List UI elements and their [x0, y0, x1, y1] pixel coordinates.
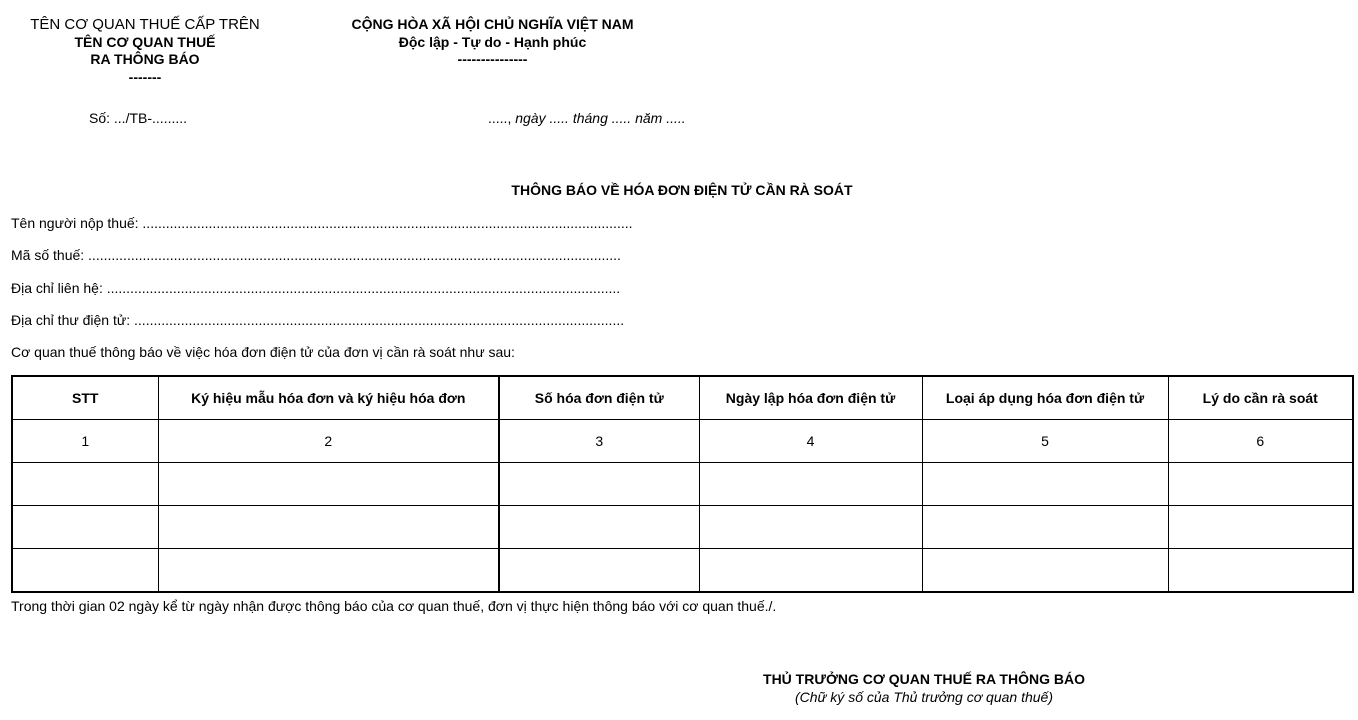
national-motto: Độc lập - Tự do - Hạnh phúc: [398, 33, 587, 50]
empty-cell: [1168, 549, 1353, 593]
table-row: [12, 463, 1353, 506]
empty-cell: [499, 463, 699, 506]
table-row: [12, 506, 1353, 549]
empty-cell: [1168, 506, 1353, 549]
response-deadline-note: Trong thời gian 02 ngày kể từ ngày nhận được thông báo của cơ quan thuế, đơn vị thực hiện thông báo với cơ quan thuế./.: [11, 598, 777, 614]
index-cell: 3: [499, 420, 699, 463]
empty-cell: [12, 506, 158, 549]
header-review-reason: Lý do cần rà soát: [1168, 376, 1353, 420]
signer-subtitle: (Chữ ký số của Thủ trưởng cơ quan thuế): [794, 689, 1053, 705]
notice-intro-text: Cơ quan thuế thông báo về việc hóa đơn điện tử của đơn vị cần rà soát như sau:: [11, 344, 515, 360]
empty-cell: [12, 463, 158, 506]
header-invoice-date: Ngày lập hóa đơn điện tử: [699, 376, 922, 420]
empty-cell: [158, 506, 499, 549]
empty-cell: [922, 506, 1168, 549]
empty-cell: [1168, 463, 1353, 506]
empty-cell: [499, 549, 699, 593]
superior-tax-authority: TÊN CƠ QUAN THUẾ CẤP TRÊN: [30, 16, 260, 33]
right-header-divider: ---------------: [457, 51, 528, 67]
header-stt: STT: [12, 376, 158, 420]
index-cell: 1: [12, 420, 158, 463]
table-row: [12, 549, 1353, 593]
invoice-review-table: [11, 375, 1354, 593]
date-place-prefix: .....,: [488, 110, 516, 126]
empty-cell: [922, 549, 1168, 593]
date-text: ngày ..... tháng ..... năm .....: [515, 110, 686, 126]
index-cell: 2: [158, 420, 499, 463]
document-number: Số: .../TB-.........: [89, 110, 188, 126]
taxpayer-name-field: Tên người nộp thuế: ..............................................................................................................................: [11, 215, 633, 231]
document-date: [488, 110, 686, 126]
signature-block: [724, 670, 1124, 706]
tax-authority-name: TÊN CƠ QUAN THUẾ: [74, 33, 216, 50]
tax-code-field: Mã số thuế: .........................................................................................................................................: [11, 247, 621, 263]
table-header-row: [12, 376, 1353, 420]
empty-cell: [699, 549, 922, 593]
national-motto-header: [330, 16, 655, 69]
signer-title: THỦ TRƯỞNG CƠ QUAN THUẾ RA THÔNG BÁO: [763, 671, 1085, 687]
country-name: CỘNG HÒA XÃ HỘI CHỦ NGHĨA VIỆT NAM: [351, 16, 634, 32]
empty-cell: [699, 506, 922, 549]
empty-cell: [158, 463, 499, 506]
email-address-field: Địa chỉ thư điện tử: ..............................................................................................................................: [11, 312, 625, 328]
empty-cell: [922, 463, 1168, 506]
empty-cell: [699, 463, 922, 506]
empty-cell: [12, 549, 158, 593]
index-cell: 5: [922, 420, 1168, 463]
left-header-divider: -------: [128, 68, 162, 85]
header-invoice-symbol: Ký hiệu mẫu hóa đơn và ký hiệu hóa đơn: [158, 376, 499, 420]
table-index-row: [12, 420, 1353, 463]
header-invoice-number: Số hóa đơn điện tử: [499, 376, 699, 420]
document-title: THÔNG BÁO VỀ HÓA ĐƠN ĐIỆN TỬ CẦN RÀ SOÁT: [511, 182, 853, 198]
contact-address-field: Địa chỉ liên hệ: ....................................................................................................................................: [11, 280, 621, 296]
empty-cell: [158, 549, 499, 593]
index-cell: 6: [1168, 420, 1353, 463]
empty-cell: [499, 506, 699, 549]
issuing-authority-header: [20, 16, 270, 86]
index-cell: 4: [699, 420, 922, 463]
issuing-notice-label: RA THÔNG BÁO: [90, 51, 200, 67]
header-invoice-type: Loại áp dụng hóa đơn điện tử: [922, 376, 1168, 420]
